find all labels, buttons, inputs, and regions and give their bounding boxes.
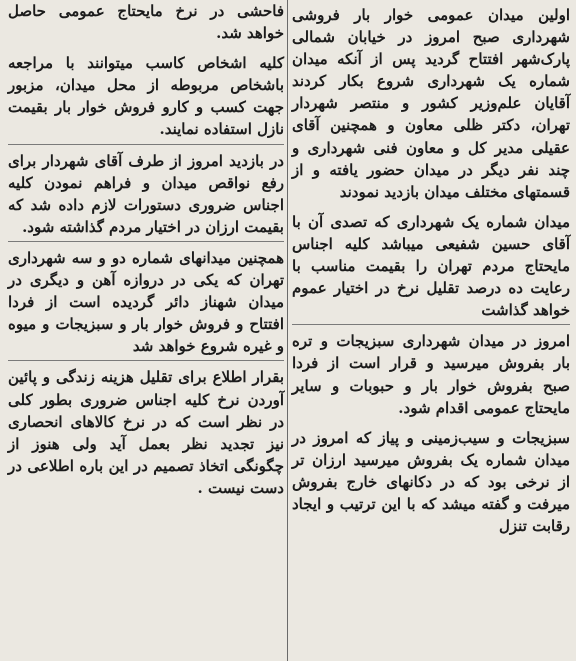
section-rule (8, 360, 284, 361)
section-rule (8, 144, 284, 145)
section-rule (292, 324, 570, 325)
article-paragraph: اولین میدان عمومی خوار بار فروشی شهرداری صبح امروز در خیابان شمالی پارک‌شهر افتتاح گردید پس از آنکه میدان شماره یک شهرداری شروع بکار کردند آقایان علم‌وزیر کشور و منتصر شهردار تهران، دکتر ظلی معاون و همچنین آقای عقیلی مدیر کل و معاون فنی شهرداری و چند نفر دیگر در میدان حضور یافته و از قسمتهای مختلف میدان بازدید نمودند (292, 6, 570, 201)
right-column (292, 0, 570, 661)
article-paragraph: سبزیجات و سیب‌زمینی و پیاز که امروز در میدان شماره یک بفروش میرسید ارزان تر از نرخی بود که در دکانهای خارج بفروش میرفت و گفته میشد که با این ترتیب و ایجاد رقابت تنزل (292, 428, 570, 536)
article-paragraph: در بازدید امروز از طرف آقای شهردار برای رفع نواقص میدان و فراهم نمودن کلیه اجناس ضروری دستورات لازم داده شد که بقیمت ارزان در اختیار مردم گذاشته شود. (8, 151, 284, 236)
section-rule (8, 241, 284, 242)
column-divider (287, 0, 288, 661)
left-column (8, 0, 284, 661)
article-paragraph: فاحشی در نرخ مایحتاج عمومی حاصل خواهد شد. (8, 2, 284, 43)
article-paragraph: همچنین میدانهای شماره دو و سه شهرداری تهران که یکی در دروازه آهن و دیگری در میدان شهناز دائر گردیده است از فردا افتتاح و فروش خوار بار و سبزیجات و میوه و غیره شروع خواهد شد (8, 248, 284, 356)
article-paragraph: بقرار اطلاع برای تقلیل هزینه زندگی و پائین آوردن نرخ کلیه اجناس ضروری بطور کلی در نظر است که در نرخ کالاهای انحصاری نیز تجدید نظر بعمل آید ولی هنوز از چگونگی اتخاذ تصمیم در این باره اطلاعی در دست نیست . (8, 368, 284, 497)
article-paragraph: میدان شماره یک شهرداری که تصدی آن با آقای حسین شفیعی میباشد کلیه اجناس مایحتاج مردم تهران را بقیمت مناسب با رعایت ده درصد تقلیل نرخ در اختیار عموم خواهد گذاشت (292, 212, 570, 320)
article-paragraph: امروز در میدان شهرداری سبزیجات و تره بار بفروش میرسید و قرار است از فردا صبح بفروش خوار بار و حبوبات و سایر مایحتاج عمومی اقدام شود. (292, 332, 570, 417)
article-paragraph: کلیه اشخاص کاسب میتوانند با مراجعه باشخاص مربوطه از محل میدان، مزبور جهت کسب و کارو فروش خوار بار بقیمت نازل استفاده نمایند. (8, 54, 284, 139)
